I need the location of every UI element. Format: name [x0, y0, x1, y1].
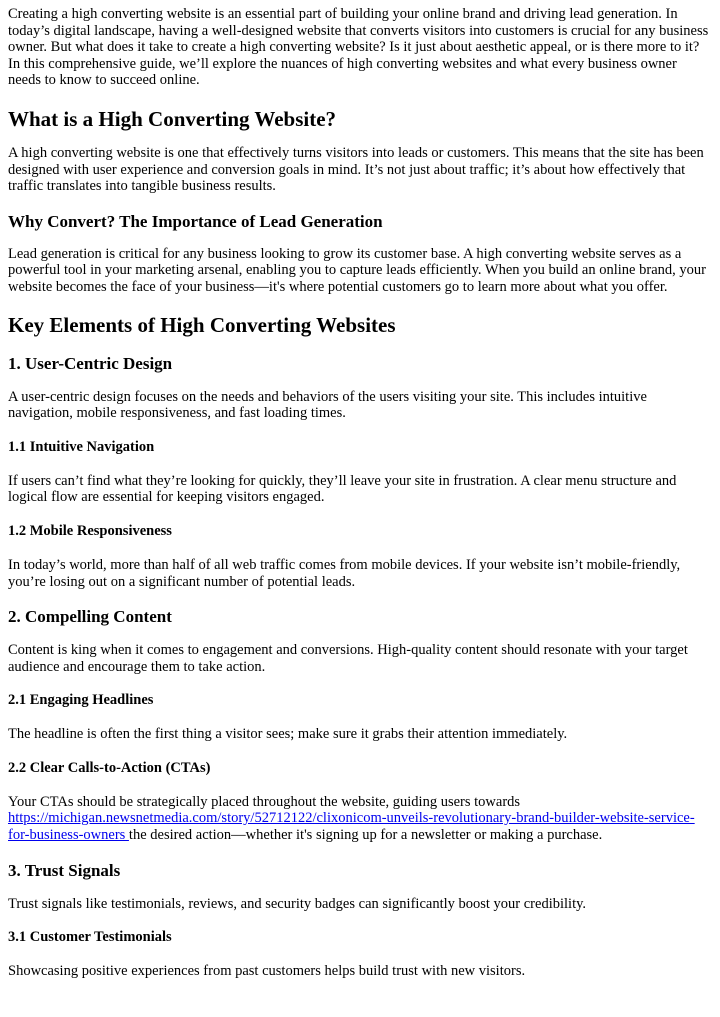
ctas-text-before: Your CTAs should be strategically placed throughout the website, guiding users towards: [8, 793, 521, 810]
heading-why-convert: Why Convert? The Importance of Lead Generation: [8, 211, 383, 231]
heading-customer-testimonials: 3.1 Customer Testimonials: [8, 929, 172, 946]
heading-intuitive-navigation: 1.1 Intuitive Navigation: [8, 438, 155, 455]
paragraph-mobile-responsiveness: In today’s world, more than half of all web traffic comes from mobile devices. If your website isn’t mobile-friendly, you’re losing out on a significant number of potential leads.: [8, 556, 681, 590]
paragraph-intuitive-navigation: If users can’t find what they’re looking for quickly, they’ll leave your site in frustration. A clear menu structure and logical flow are essential for keeping visitors engaged.: [8, 472, 677, 506]
heading-trust-signals: 3. Trust Signals: [8, 860, 121, 880]
paragraph-customer-testimonials: Showcasing positive experiences from past customers helps build trust with new visitors.: [8, 963, 526, 980]
heading-compelling-content: 2. Compelling Content: [8, 607, 172, 627]
article-link[interactable]: https://michigan.newsnetmedia.com/story/52712122/clixonicom-unveils-revolutionary-brand-builder-website-service-for-business-owners: [8, 810, 695, 844]
paragraph-trust-signals: Trust signals like testimonials, reviews, and security badges can significantly boost your credibility.: [8, 895, 587, 912]
paragraph-user-centric: A user-centric design focuses on the needs and behaviors of the users visiting your site. This includes intuitive navigation, mobile responsiveness, and fast loading times.: [8, 388, 647, 422]
paragraph-engaging-headlines: The headline is often the first thing a visitor sees; make sure it grabs their attention immediately.: [8, 726, 568, 743]
paragraph-why-convert: Lead generation is critical for any business looking to grow its customer base. A high converting website serves as a powerful tool in your marketing arsenal, enabling you to capture leads efficiently. When you build an online brand, your website becomes the face of your business—it's where potential customers go to learn more about what you offer.: [8, 245, 706, 295]
heading-engaging-headlines: 2.1 Engaging Headlines: [8, 692, 154, 709]
paragraph-clear-ctas: [8, 794, 712, 844]
heading-clear-ctas: 2.2 Clear Calls-to-Action (CTAs): [8, 759, 211, 776]
heading-user-centric-design: 1. User-Centric Design: [8, 353, 173, 373]
heading-mobile-responsiveness: 1.2 Mobile Responsiveness: [8, 522, 172, 539]
paragraph-what-is: A high converting website is one that effectively turns visitors into leads or customers. This means that the site has been designed with user experience and conversion goals in mind. It’s not just about traffic; it’s about how effectively that traffic translates into tangible business results.: [8, 144, 704, 195]
heading-key-elements: Key Elements of High Converting Websites: [8, 312, 396, 337]
paragraph-compelling-content: Content is king when it comes to engagement and conversions. High-quality content should resonate with your target audience and encourage them to take action.: [8, 642, 688, 675]
intro-paragraph: Creating a high converting website is an essential part of building your online brand and driving lead generation. In today’s digital landscape, having a well-designed website that converts visitors into customers is crucial for any business owner. But what does it take to create a high converting website? Is it just about aesthetic appeal, or is there more to it? In this comprehensive guide, we’ll explore the nuances of high converting websites and what every business owner needs to know to succeed online.: [8, 6, 709, 89]
ctas-text-after: the desired action—whether it's signing up for a newsletter or making a purchase.: [128, 827, 603, 844]
heading-what-is-high-converting: What is a High Converting Website?: [8, 106, 337, 131]
